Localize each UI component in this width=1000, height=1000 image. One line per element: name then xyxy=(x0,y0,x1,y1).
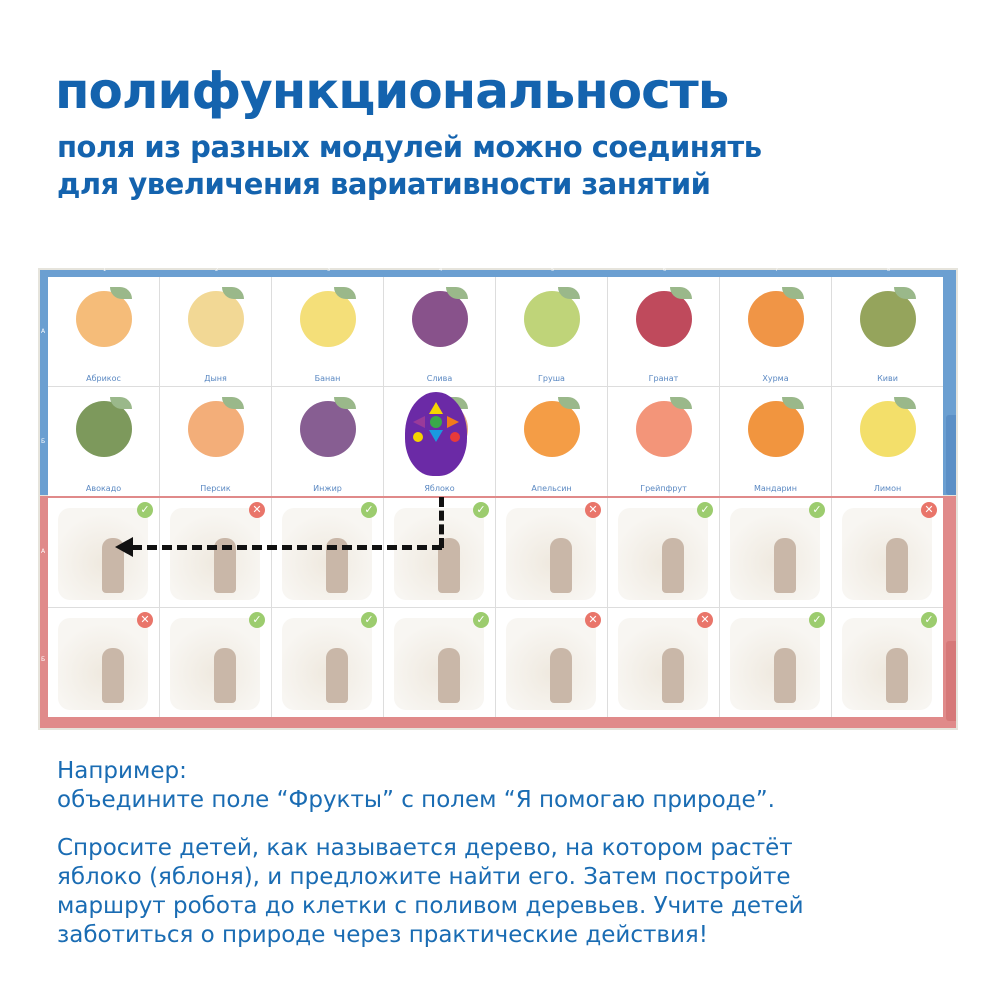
fruit-name: Хурма xyxy=(762,374,789,383)
nature-cell xyxy=(160,608,271,717)
row-label: Б xyxy=(41,438,46,445)
fruit-illustration xyxy=(300,291,356,347)
route-arrowhead-icon xyxy=(115,537,133,557)
check-icon: ✓ xyxy=(473,612,489,628)
fruit-cell xyxy=(832,387,943,496)
nature-cell xyxy=(496,498,607,607)
check-icon: ✓ xyxy=(697,502,713,518)
fruit-cell xyxy=(384,277,495,386)
nature-grid xyxy=(48,498,943,717)
fruit-illustration xyxy=(748,401,804,457)
cross-icon: ✕ xyxy=(585,612,601,628)
fruit-name: Грейпфрут xyxy=(640,484,687,493)
fruit-name: Апельсин xyxy=(531,484,572,493)
nature-cell xyxy=(272,608,383,717)
check-icon: ✓ xyxy=(361,612,377,628)
scene-illustration xyxy=(282,508,372,600)
info-line: яблоко (яблоня), и предложите найти его. Затем постройте xyxy=(57,864,791,890)
route-horizontal xyxy=(132,545,442,550)
scene-illustration xyxy=(618,508,708,600)
fruit-name: Груша xyxy=(538,374,565,383)
fruit-cell xyxy=(496,387,607,496)
cross-icon: ✕ xyxy=(249,502,265,518)
nature-cell xyxy=(496,608,607,717)
fruit-cell xyxy=(160,387,271,496)
fruit-name: Лимон xyxy=(873,484,902,493)
column-number: 5 xyxy=(551,267,555,273)
check-icon: ✓ xyxy=(249,612,265,628)
column-number: 8 xyxy=(887,267,891,273)
fruit-cell xyxy=(272,387,383,496)
nature-cell xyxy=(48,498,159,607)
brand-logo-panel xyxy=(946,641,956,721)
fruit-cell xyxy=(832,277,943,386)
check-icon: ✓ xyxy=(809,612,825,628)
scene-illustration xyxy=(618,618,708,710)
fruit-cell xyxy=(608,277,719,386)
child-figure xyxy=(662,648,684,703)
info-line: Спросите детей, как называется дерево, на котором растёт xyxy=(57,835,793,861)
nature-module xyxy=(40,496,956,728)
fruit-cell xyxy=(720,277,831,386)
row-label: Б xyxy=(41,656,46,663)
fruit-illustration xyxy=(524,401,580,457)
fruit-cell xyxy=(160,277,271,386)
fruit-illustration xyxy=(860,401,916,457)
fruit-illustration xyxy=(76,291,132,347)
nature-cell xyxy=(608,498,719,607)
fruit-name: Мандарин xyxy=(754,484,797,493)
child-figure xyxy=(774,648,796,703)
nature-cell xyxy=(160,498,271,607)
fruit-illustration xyxy=(300,401,356,457)
scene-illustration xyxy=(394,618,484,710)
page-title: полифункциональность xyxy=(55,62,729,120)
scene-illustration xyxy=(170,618,260,710)
fruit-name: Авокадо xyxy=(85,484,122,493)
fruit-illustration xyxy=(860,291,916,347)
fruit-cell xyxy=(496,277,607,386)
child-figure xyxy=(438,648,460,703)
cross-icon: ✕ xyxy=(137,612,153,628)
arrow-left-icon xyxy=(413,416,425,428)
arrow-down-icon xyxy=(429,430,443,442)
child-figure xyxy=(326,648,348,703)
child-figure xyxy=(550,648,572,703)
column-number: 2 xyxy=(215,267,219,273)
fruit-illustration xyxy=(748,291,804,347)
scene-illustration xyxy=(842,618,932,710)
scene-illustration xyxy=(58,618,148,710)
nature-cell xyxy=(832,608,943,717)
scene-illustration xyxy=(170,508,260,600)
scene-illustration xyxy=(730,508,820,600)
subtitle-line-2: для увеличения вариативности занятий xyxy=(57,167,711,201)
nature-cell xyxy=(720,498,831,607)
fruit-illustration xyxy=(188,291,244,347)
row-label: А xyxy=(41,328,46,335)
check-icon: ✓ xyxy=(809,502,825,518)
fruit-name: Банан xyxy=(314,374,341,383)
scene-illustration xyxy=(842,508,932,600)
scene-illustration xyxy=(730,618,820,710)
scene-illustration xyxy=(58,508,148,600)
check-icon: ✓ xyxy=(921,612,937,628)
cross-icon: ✕ xyxy=(921,502,937,518)
child-figure xyxy=(886,648,908,703)
fruit-cell xyxy=(272,277,383,386)
fruit-illustration xyxy=(188,401,244,457)
column-number: 7 xyxy=(775,267,779,273)
fruit-name: Слива xyxy=(426,374,453,383)
fruit-cell xyxy=(720,387,831,496)
child-figure xyxy=(662,538,684,593)
child-figure xyxy=(774,538,796,593)
fruit-name: Персик xyxy=(200,484,231,493)
nature-cell xyxy=(720,608,831,717)
fruit-illustration xyxy=(524,291,580,347)
nature-cell xyxy=(272,498,383,607)
scene-illustration xyxy=(282,618,372,710)
robot-mouse[interactable] xyxy=(405,392,467,476)
row-label: А xyxy=(41,548,46,555)
nature-cell xyxy=(48,608,159,717)
fruit-illustration xyxy=(76,401,132,457)
child-figure xyxy=(886,538,908,593)
subtitle-line-1: поля из разных модулей можно соединять xyxy=(57,130,762,164)
info-line: Например: xyxy=(57,758,187,784)
child-figure xyxy=(550,538,572,593)
info-line: заботиться о природе через практические действия! xyxy=(57,922,708,948)
check-icon: ✓ xyxy=(473,502,489,518)
arrow-right-icon xyxy=(447,416,459,428)
column-number: 1 xyxy=(103,267,107,273)
check-icon: ✓ xyxy=(361,502,377,518)
child-figure xyxy=(214,648,236,703)
scene-illustration xyxy=(506,508,596,600)
fruits-grid xyxy=(48,277,943,496)
nature-cell xyxy=(832,498,943,607)
fruit-name: Абрикос xyxy=(86,374,121,383)
fruit-illustration xyxy=(636,291,692,347)
fruit-cell xyxy=(48,387,159,496)
fruit-name: Киви xyxy=(877,374,898,383)
fruit-name: Гранат xyxy=(648,374,679,383)
fruit-name: Яблоко xyxy=(424,484,455,493)
brand-logo-panel xyxy=(946,415,956,495)
nature-cell xyxy=(384,608,495,717)
column-number: 6 xyxy=(663,267,667,273)
fruit-name: Дыня xyxy=(204,374,227,383)
game-board xyxy=(38,268,958,730)
fruit-name: Инжир xyxy=(313,484,342,493)
yellow-button-icon xyxy=(413,432,423,442)
cross-icon: ✕ xyxy=(697,612,713,628)
go-button-icon xyxy=(430,416,442,428)
arrow-up-icon xyxy=(429,402,443,414)
red-button-icon xyxy=(450,432,460,442)
info-line: объедините поле “Фрукты” с полем “Я помогаю природе”. xyxy=(57,787,775,813)
column-number: 4 xyxy=(439,267,443,273)
route-vertical xyxy=(439,497,444,548)
fruits-module xyxy=(40,270,956,495)
info-line: маршрут робота до клетки с поливом деревьев. Учите детей xyxy=(57,893,804,919)
child-figure xyxy=(102,648,124,703)
fruit-illustration xyxy=(412,291,468,347)
cross-icon: ✕ xyxy=(585,502,601,518)
fruit-illustration xyxy=(636,401,692,457)
column-number: 3 xyxy=(327,267,331,273)
fruit-cell xyxy=(608,387,719,496)
nature-cell xyxy=(608,608,719,717)
check-icon: ✓ xyxy=(137,502,153,518)
scene-illustration xyxy=(506,618,596,710)
fruit-cell xyxy=(48,277,159,386)
